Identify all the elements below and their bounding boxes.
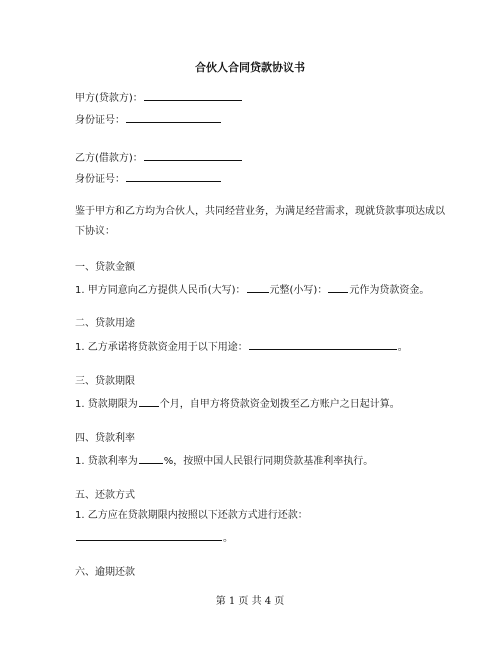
section-heading-amount: 一、贷款金额	[75, 262, 135, 273]
amount-lower-blank	[328, 281, 348, 293]
party-a-id-label: 身份证号：	[75, 115, 125, 126]
party-a-id-line	[75, 111, 222, 128]
page-footer: 第 1 页 共 4 页	[215, 596, 285, 607]
section-purpose-clause	[75, 338, 408, 355]
party-b-id-line	[75, 170, 222, 187]
intro-line-2: 下协议：	[75, 226, 115, 237]
party-b-id-blank	[126, 170, 221, 182]
party-b-label: 乙方(借款方)：	[75, 153, 143, 164]
party-a-id-blank	[126, 111, 221, 123]
repayment-blank	[76, 529, 222, 541]
purpose-blank	[249, 338, 397, 350]
section-repayment-clause: 1. 乙方应在贷款期限内按照以下还款方式进行还款：	[75, 510, 308, 521]
term-text-b: 个月，自甲方将贷款资金划拨至乙方账户之日起计算。	[159, 399, 400, 410]
amount-upper-blank	[247, 281, 269, 293]
party-b-line	[75, 149, 243, 166]
term-text-a: 1. 贷款期限为	[75, 399, 138, 410]
party-b-id-label: 身份证号：	[75, 174, 125, 185]
party-a-label: 甲方(贷款方)：	[75, 93, 143, 104]
section-repayment-blank-line	[75, 529, 233, 546]
section-term-clause	[75, 395, 400, 412]
amount-text-b: 元整(小写)：	[269, 285, 328, 296]
party-a-line	[75, 89, 243, 106]
intro-line-1: 鉴于甲方和乙方均为合伙人，共同经营业务，为满足经营需求，现就贷款事项达成以	[75, 206, 445, 217]
section-heading-overdue: 六、逾期还款	[75, 567, 135, 578]
document-title: 合伙人合同贷款协议书	[195, 61, 305, 74]
amount-text-a: 1. 甲方同意向乙方提供人民币(大写)：	[75, 285, 246, 296]
rate-blank	[139, 452, 163, 464]
party-a-blank	[144, 89, 242, 101]
section-heading-repayment: 五、还款方式	[75, 490, 135, 501]
rate-text-a: 1. 贷款利率为	[75, 456, 138, 467]
amount-text-c: 元作为贷款资金。	[349, 285, 430, 296]
purpose-text-a: 1. 乙方承诺将贷款资金用于以下用途：	[75, 342, 248, 353]
section-rate-clause	[75, 452, 373, 469]
section-heading-rate: 四、贷款利率	[75, 433, 135, 444]
section-heading-term: 三、贷款期限	[75, 376, 135, 387]
party-b-blank	[144, 149, 242, 161]
section-amount-clause	[75, 281, 429, 298]
rate-text-b: %，按照中国人民银行同期贷款基准利率执行。	[163, 456, 374, 467]
section-heading-purpose: 二、贷款用途	[75, 318, 135, 329]
repayment-text-b: 。	[223, 533, 233, 544]
purpose-text-b: 。	[397, 342, 408, 353]
term-blank	[139, 395, 159, 407]
